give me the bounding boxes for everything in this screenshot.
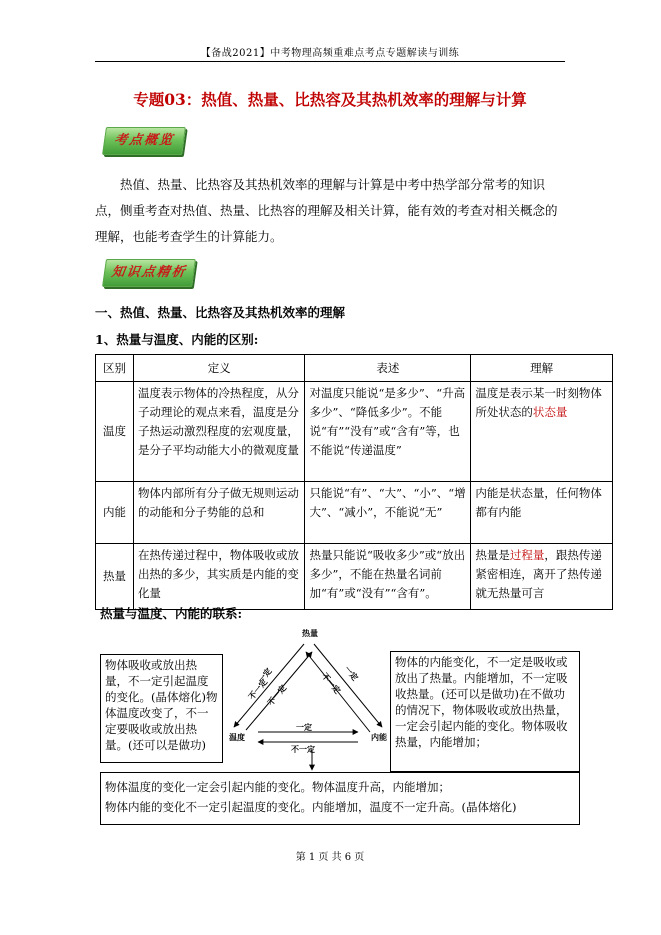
overview-badge-label: 考点概览 bbox=[113, 133, 176, 148]
edge-label-right-yiding: 一定 bbox=[342, 664, 360, 683]
row-label-heat: 热量 bbox=[96, 544, 134, 610]
edge-label-bottom-buyiding: 不一定 bbox=[291, 745, 315, 754]
summary-line: 物体温度的变化一定会引起内能的变化。物体温度升高，内能增加； bbox=[105, 780, 450, 794]
statement-cell: 热量只能说“吸收多少”或“放出多少”，不能在热量名词前加“有”或“没有”“含有”。 bbox=[305, 544, 471, 610]
understanding-text: ，跟热传递紧密相连，离开了热传递就无热量可言 bbox=[475, 548, 602, 600]
statement-cell: 只能说“有”、“大”、“小”、“增大”、“减小”，不能说“无” bbox=[305, 482, 471, 544]
subsection-heading: 1、热量与温度、内能的区别: bbox=[95, 332, 259, 347]
definition-cell: 温度表示物体的冷热程度，从分子动理论的观点来看，温度是分子热运动激烈程度的宏观度量，是分子平均动能大小的微观度量 bbox=[133, 382, 305, 482]
highlight-process-quantity: 过程量 bbox=[509, 548, 545, 562]
table-header-cell: 理解 bbox=[471, 355, 613, 382]
comparison-table bbox=[95, 354, 613, 610]
edge-label-left-buyiding-inner: 不一定 bbox=[265, 683, 289, 708]
table-header-cell: 表述 bbox=[305, 355, 471, 382]
understanding-text: 热量是 bbox=[475, 548, 510, 562]
arrow-heat-to-internal-energy bbox=[314, 644, 382, 727]
definition-cell: 物体内部所有分子做无规则运动的动能和分子势能的总和 bbox=[133, 482, 305, 544]
row-label-internal-energy: 内能 bbox=[96, 482, 134, 544]
row-label-temperature: 温度 bbox=[96, 382, 134, 482]
understanding-cell bbox=[471, 382, 613, 482]
page-header: 【备战2021】中考物理高频重难点考点专题解读与训练 bbox=[200, 48, 460, 59]
edge-label-left-yiding: 一定 bbox=[256, 666, 274, 685]
page-footer: 第 1 页 共 6 页 bbox=[295, 852, 365, 863]
edge-label-right-buyiding: 不一定 bbox=[319, 671, 343, 696]
understanding-text: 内能是状态量，任何物体都有内能 bbox=[475, 486, 602, 519]
understanding-cell bbox=[471, 482, 613, 544]
edge-label-left-buyiding: 不一定 bbox=[246, 677, 270, 702]
table-header-cell: 定义 bbox=[133, 355, 305, 382]
highlight-state-quantity: 状态量 bbox=[532, 405, 568, 419]
header-divider bbox=[95, 61, 565, 62]
node-internal-energy: 内能 bbox=[371, 733, 387, 742]
node-temperature: 温度 bbox=[229, 733, 245, 742]
statement-cell: 对温度只能说“是多少”、“升高多少”、“降低多少”。不能说“有”“没有”或“含有”等，也不能说“传递温度” bbox=[305, 382, 471, 482]
analysis-badge bbox=[102, 259, 196, 287]
understanding-cell bbox=[471, 544, 613, 610]
relation-heading: 热量与温度、内能的联系: bbox=[100, 606, 243, 621]
table-row bbox=[96, 382, 613, 482]
analysis-badge-label: 知识点精析 bbox=[110, 265, 188, 280]
summary-line: 物体内能的变化不一定引起温度的变化。内能增加，温度不一定升高。(晶体熔化) bbox=[105, 800, 517, 814]
document-title: 专题03：热值、热量、比热容及其热机效率的理解与计算 bbox=[133, 90, 527, 109]
table-row bbox=[96, 544, 613, 610]
understanding-text: 温度是表示某一时刻物体所处状态的 bbox=[475, 386, 602, 419]
section-heading: 一、热值、热量、比热容及其热机效率的理解 bbox=[95, 305, 346, 320]
definition-cell: 在热传递过程中，物体吸收或放出热的多少，其实质是内能的变化量 bbox=[133, 544, 305, 610]
table-header-cell: 区别 bbox=[96, 355, 134, 382]
table-row bbox=[96, 482, 613, 544]
right-explanation-box: 物体的内能变化，不一定是吸收或放出了热量。内能增加，不一定吸收热量。(还可以是做功)在不做功的情况下，物体吸收或放出热量，一定会引起内能的变化。物体吸收热量，内能增加； bbox=[390, 651, 580, 772]
intro-paragraph: 热值、热量、比热容及其热机效率的理解与计算是中考中热学部分常考的知识点，侧重考查对热值、热量、比热容的理解及相关计算，能有效的考查对相关概念的理解，也能考查学生的计算能力。 bbox=[95, 177, 558, 244]
table-header-row bbox=[96, 355, 613, 382]
arrow-heat-to-temperature bbox=[234, 644, 304, 727]
left-explanation-box: 物体吸收或放出热量，不一定引起温度的变化。(晶体熔化)物体温度改变了，不一定要吸收或放出热量。(还可以是做功) bbox=[100, 654, 223, 763]
edge-label-bottom-yiding: 一定 bbox=[296, 723, 312, 732]
summary-box bbox=[100, 772, 580, 825]
overview-badge bbox=[102, 127, 186, 155]
node-heat: 热量 bbox=[302, 629, 318, 638]
